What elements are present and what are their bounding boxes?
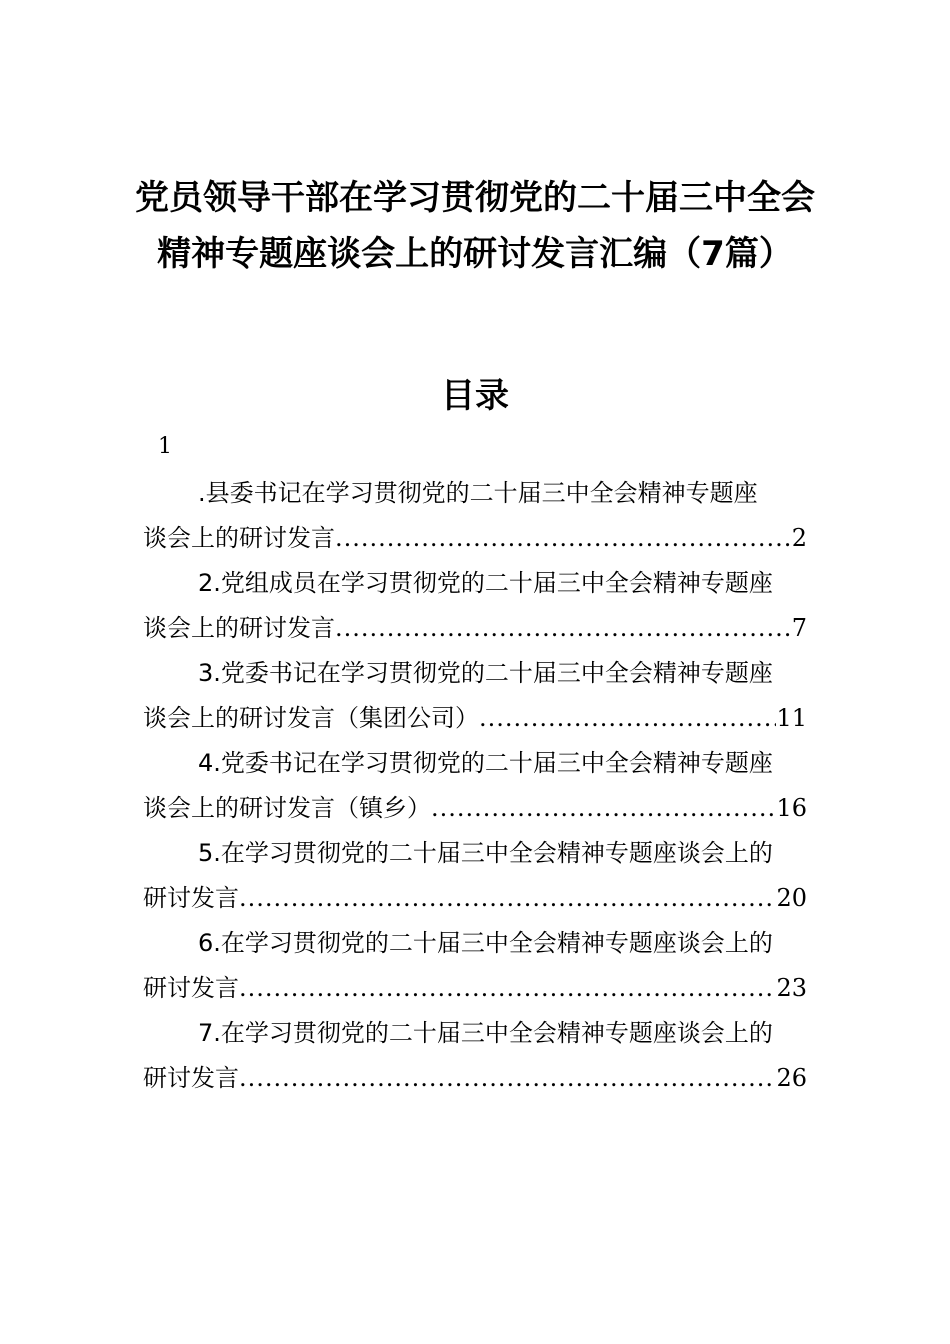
toc-entry-6[interactable] bbox=[143, 921, 807, 1011]
toc-entry-title-line1: 4.党委书记在学习贯彻党的二十届三中全会精神专题座 bbox=[198, 749, 773, 777]
stray-page-number: 1 bbox=[158, 434, 172, 459]
toc-entry-title-line2: 研讨发言 bbox=[143, 974, 239, 1002]
toc-leader-dots bbox=[239, 876, 776, 921]
toc-entry-title-line1: 2.党组成员在学习贯彻党的二十届三中全会精神专题座 bbox=[198, 569, 773, 597]
toc-entry-title-line1: .县委书记在学习贯彻党的二十届三中全会精神专题座 bbox=[198, 479, 758, 507]
toc-page-number: 2 bbox=[791, 524, 807, 552]
toc-page-number: 11 bbox=[776, 704, 807, 732]
toc-entry-title-line2: 研讨发言 bbox=[143, 884, 239, 912]
toc-page-number: 23 bbox=[776, 974, 807, 1002]
toc-entry-4[interactable] bbox=[143, 741, 807, 831]
toc-heading: 目录 bbox=[441, 376, 509, 416]
toc-entry-3[interactable] bbox=[143, 651, 807, 741]
toc-entry-title-line2: 谈会上的研讨发言 bbox=[143, 524, 335, 552]
toc-page-number: 7 bbox=[791, 614, 807, 642]
toc-leader-dots bbox=[239, 1056, 776, 1101]
toc-leader-dots bbox=[335, 606, 792, 651]
toc-leader-dots bbox=[431, 786, 776, 831]
toc-entry-2[interactable] bbox=[143, 561, 807, 651]
toc-entry-title-line2: 研讨发言 bbox=[143, 1064, 239, 1092]
table-of-contents bbox=[143, 471, 807, 1101]
toc-page-number: 20 bbox=[776, 884, 807, 912]
toc-entry-title-line2: 谈会上的研讨发言 bbox=[143, 614, 335, 642]
document-title: 党员领导干部在学习贯彻党的二十届三中全会精神专题座谈会上的研讨发言汇编（7篇） bbox=[135, 178, 815, 274]
toc-entry-title-line2: 谈会上的研讨发言（镇乡） bbox=[143, 794, 431, 822]
toc-leader-dots bbox=[479, 696, 776, 741]
toc-entry-5[interactable] bbox=[143, 831, 807, 921]
toc-page-number: 26 bbox=[776, 1064, 807, 1092]
toc-entry-title-line1: 6.在学习贯彻党的二十届三中全会精神专题座谈会上的 bbox=[198, 929, 773, 957]
toc-entry-title-line1: 5.在学习贯彻党的二十届三中全会精神专题座谈会上的 bbox=[198, 839, 773, 867]
toc-leader-dots bbox=[335, 516, 792, 561]
toc-entry-title-line1: 3.党委书记在学习贯彻党的二十届三中全会精神专题座 bbox=[198, 659, 773, 687]
toc-entry-1[interactable] bbox=[143, 471, 807, 561]
toc-entry-title-line2: 谈会上的研讨发言（集团公司） bbox=[143, 704, 479, 732]
toc-leader-dots bbox=[239, 966, 776, 1011]
toc-page-number: 16 bbox=[776, 794, 807, 822]
toc-entry-7[interactable] bbox=[143, 1011, 807, 1101]
toc-entry-title-line1: 7.在学习贯彻党的二十届三中全会精神专题座谈会上的 bbox=[198, 1019, 773, 1047]
